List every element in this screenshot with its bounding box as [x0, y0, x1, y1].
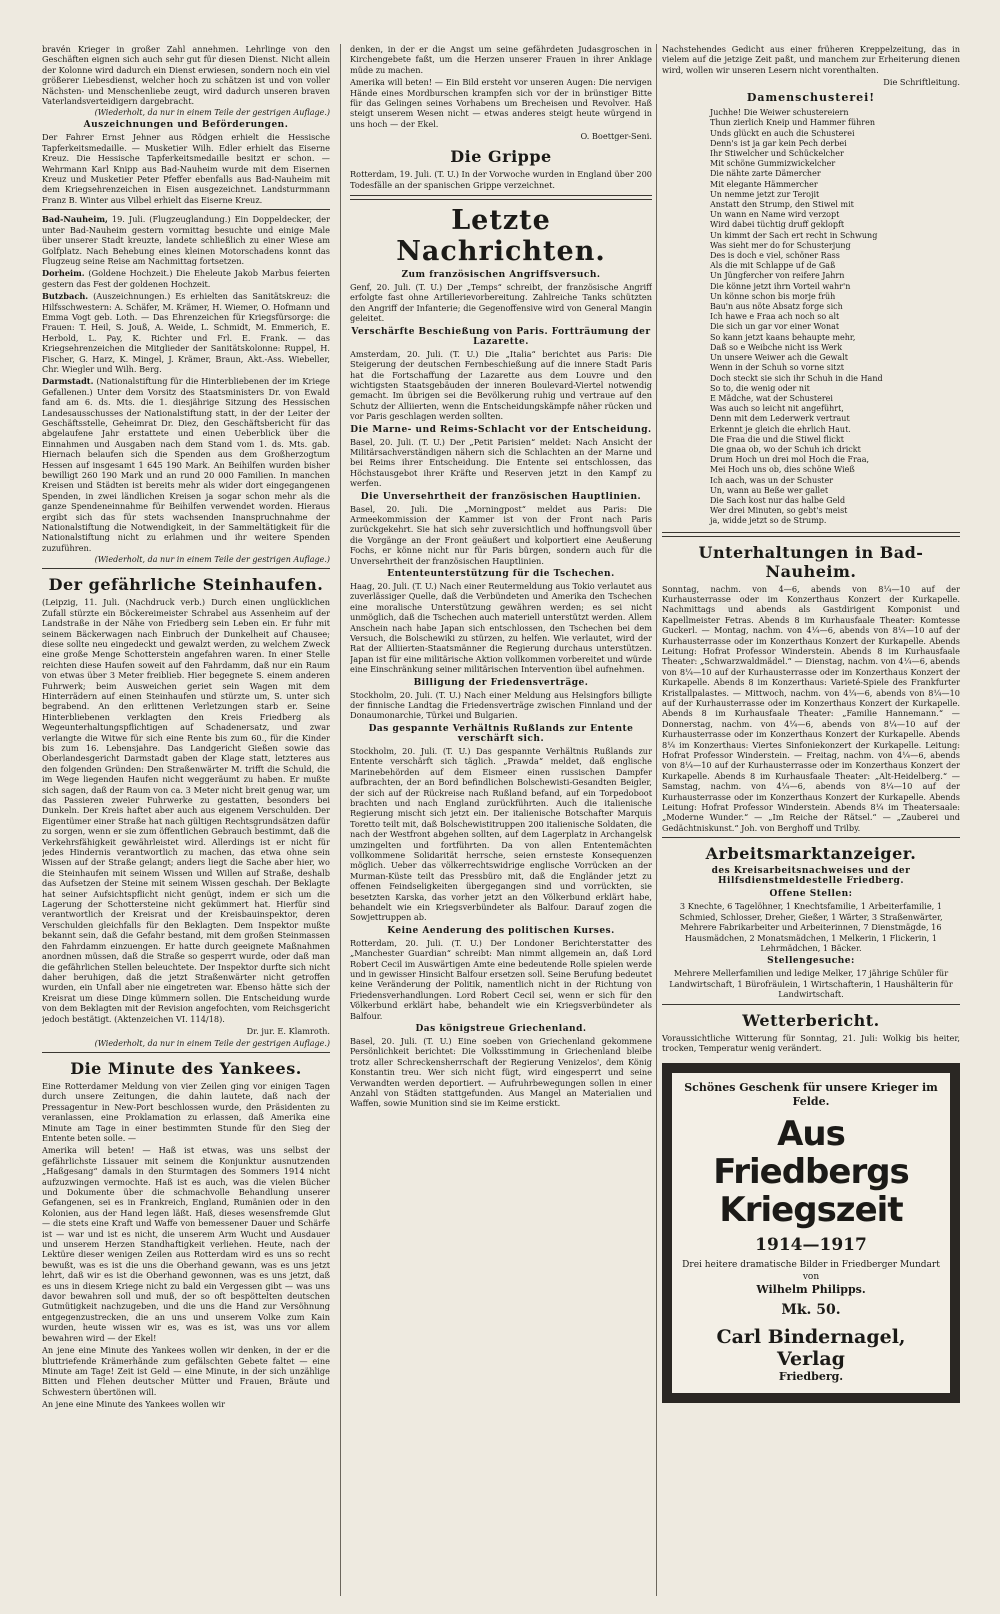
poem-line: Des is doch e viel, schöner Rass [710, 251, 840, 261]
poem-line: Un Jüngfercher von reifere Jahrn [710, 271, 845, 281]
article-headline: Der gefährliche Steinhaufen. [48, 575, 324, 595]
ad-years: 1914—1917 [755, 1235, 867, 1256]
poem-title: Damenschusterei! [746, 91, 876, 105]
poem-line: Die gnaa ob, wo der Schuh ich drickt [710, 444, 861, 454]
poem-line: Wer drei Minuten, so gebt's meist [710, 506, 848, 516]
place-name: Dorheim. [42, 268, 85, 279]
ad-description: Drei heitere dramatische Bilder in Friedberger Mundart [682, 1260, 940, 1271]
local-news-item [42, 291, 330, 374]
ad-title: Aus Friedbergs Kriegszeit [713, 1114, 909, 1231]
poem-line: Als die mit Schlappe uf de Gaß [710, 261, 836, 271]
divider [42, 209, 330, 210]
poem-body [662, 108, 960, 526]
poem-line: Un nemme jetzt zur Terojit [710, 189, 820, 199]
section-headline: Arbeitsmarktanzeiger. [705, 844, 917, 864]
section-subheading: des Kreisarbeitsnachweises und der Hilfsdienstmeldestelle Friedberg. [711, 866, 911, 887]
poem-line: Denn mit dem Lederwerk vertraut [710, 414, 850, 424]
ad-by: von [802, 1272, 820, 1283]
weather-text: Voraussichtliche Witterung für Sonntag, 21. Juli: Wolkig bis heiter, trocken, Temperatur wenig verändert. [662, 1032, 960, 1053]
place-name: Butzbach. [42, 291, 89, 302]
poem-line: Doch steckt sie sich ihr Schuh in die Hand [710, 373, 883, 383]
book-advertisement [662, 1063, 960, 1403]
poem-line: Unds glückt en auch die Schusterei [710, 128, 855, 138]
news-text: Basel, 20. Juli. (T. U.) Eine soeben von Griechenland gekommene Persönlichkeit berichtet: Die Volksstimmung in Griechenland bleibe trotz aller Schreckensherrschaft der Regierung Venizelos', dem König Konstantin treu. Wer sich nicht fügt, wird eingesperrt und seine Verwandten werden deportiert. — Aufruhrbewegungen sollen in einer Anzahl von Städten stattgefunden. Aus Mangel an Materialien und Waffen, sowie Munition sind sie im Keime erstickt. [350, 1036, 652, 1109]
poem-line: Juchhe! Die Weiwer schustereiern [710, 108, 849, 118]
divider [42, 568, 330, 569]
divider [350, 195, 652, 200]
article-text: An jene eine Minute des Yankees wollen wir [42, 1399, 226, 1410]
news-subheading: Billigung der Friedensverträge. [413, 677, 589, 688]
place-name: Bad-Nauheim, [42, 214, 108, 225]
reprint-note: (Wiederholt, da nur in einem Teile der gestrigen Auflage.) [94, 1038, 330, 1048]
poem-line: Die Sach kost nur das halbe Geld [710, 495, 846, 505]
article-text: Eine Rotterdamer Meldung von vier Zeilen ging vor einigen Tagen durch unsere Zeitungen, die dahin lautete, daß nach der Pressagentur in New-Port beschlossen wurde, den Präsidenten zu veranlassen, eine Proklamation zu erlassen, daß Amerika eine Minute am Tage in einer bestimmten Stunde für den Sieg der Entente beten solle. — [42, 1080, 330, 1143]
section-heading: Auszeichnungen und Beförderungen. [83, 120, 289, 131]
poem-line: Wird dabei tüchtig druff geklopft [710, 220, 845, 230]
ad-tagline: Schönes Geschenk für unsere Krieger im Felde. [684, 1081, 938, 1109]
poem-line: Ich aach, was un der Schuster [710, 475, 834, 485]
news-text: Amsterdam, 20. Juli. (T. U.) Die „Italia“ berichtet aus Paris: Die Steigerung der deutschen Fernbeschießung auf die innere Stadt Paris hat die Fortschaffung der Lazarette aus dem Louvre und den wichtigsten Staatsgebäuden der inneren Boulevard-Viertel notwendig gemacht. Im übrigen sei die Bevölkerung ruhig und vertraue auf den Schutz der Alliierten, wenn die Entscheidungskämpfe näher rücken und vor Paris geschlagen werden sollten. [350, 348, 652, 422]
poem-line: Denn's ist ja gar kein Pech derbei [710, 138, 847, 148]
ad-publisher: Carl Bindernagel, Verlag [716, 1326, 906, 1371]
poem-line: So to, die wenig oder nit [710, 383, 810, 393]
news-subheading: Die Marne- und Reims-Schlacht vor der Entscheidung. [350, 424, 652, 435]
poem-line: Anstatt den Strump, den Stiwel mit [710, 200, 854, 210]
poem-line: Un unsere Weiwer ach die Gewalt [710, 353, 848, 363]
author-signature: Dr. jur. E. Klamroth. [246, 1025, 330, 1036]
article-text: denken, in der er die Angst um seine gefährdeten Judasgroschen in Kirchengebete faßt, um die Herzen unserer Frauen in ihrer Anklage müde zu machen. [350, 44, 652, 75]
news-text: Genf, 20. Juli. (T. U.) Der „Temps“ schreibt, der französische Angriff erfolgte fast ohne Artillerievorbereitung. Zahlreiche Tanks schützten den Angriff der Infanterie; die Gegenoffensive wird von General Mangin geleitet. [350, 282, 652, 324]
poem-line: E Mädche, wat der Schusterei [710, 393, 833, 403]
article-headline: Die Minute des Yankees. [70, 1058, 302, 1078]
poem-line: Die sich un gar vor einer Wonat [710, 322, 840, 332]
poem-line: Daß so e Weibche nicht iss Werk [710, 342, 843, 352]
section-headline: Unterhaltungen in Bad-Nauheim. [698, 542, 924, 581]
column-right [662, 44, 960, 1596]
poem-line: Mei Hoch uns ob, dies schöne Wieß [710, 465, 855, 475]
article-text: (Leipzig, 11. Juli. (Nachdruck verb.) Durch einen unglücklichen Zufall stürzte ein Böckereimeister Schrabel aus Assenheim auf der Landstraße in der Nähe von Friedberg sein Leben ein. Er fuhr mit seinem Bäckerwagen nach Einbruch der Dunkelheit auf Chausee; diese sollte neu eingedeckt und gewalzt werden, zu welchem Zweck eine große Menge Schotterstein angefahren waren. In einer Stelle reichten diese Haufen soweit auf den Fahrdamm, daß nur ein Raum von etwas über 3 Meter freiblieb. Hier begegnete S. einem anderen Fuhrwerk; beim Ausweichen geriet sein Wagen mit dem Hinterrädern auf einen Steinhaufen und stürzte um, S. unter sich begrabend. An den erlittenen Verletzungen starb er. Seine Hinterbliebenen verklagten den Kreis Friedberg als Wegeunterhaltungspflichtigen auf Schadenersatz, und zwar verlangte die Witwe für sich eine Rente bis zum 60., für die Kinder bis zum 16. Lebensjahre. Das Landgericht Gießen sowie das Oberlandesgericht Darmstadt gaben der Klage statt, letzteres aus den folgenden Gründen: Den Straßenwärter M. trifft die Schuld, die im Wege liegenden Haufen nicht weggeräumt zu haben. Er mußte sich sagen, daß der Raum von ca. 3 Meter nicht breit genug war, um das Passieren zweier Fuhrwerke zu gestatten, besonders bei Dunkeln. Der Kreis haftet aber auch aus eigenem Verschulden. Der Eigentümer einer Straße hat nach gültigen Rechtsgrundsätzen dafür zu sorgen, wenn er sie zum öffentlichen Gebrauch bestimmt, daß die Verkehrsfähigkeit gewährleistet wird. Allerdings ist er nicht für jedes Hindernis verantwortlich zu machen, das etwa ohne sein Wissen auf der Straße gelangt; anders liegt die Sache aber hier, wo die Steinhaufen mit seinem Wissen und Willen auf Straße, deshalb das Aufsetzen der Steine mit seinem Wissen geschah. Der Beklagte hat seiner Aufsichtspflicht nicht genügt, indem er sich um die Lagerung der Schottersteine nicht gekümmert hat. Hierfür sind verantwortlich der Kreisrat und der Kreisbauinspektor, deren Verschulden gleichfalls für den Beklagten. Dem Inspektor mußte bekannt sein, daß die Gefahr bestand, mit dem großen Steinmassen den Fahrdamm einzuengen. Er hatte durch geeignete Maßnahmen anordnen müssen, daß die Straße so gesperrt wurde, oder daß man die gefährlichen Stellen beleuchtete. Der Inspektor durfte sich nicht daher beruhigen, daß die jetzt Straßenwärter nicht getroffen wurden, ein Unfall aber nie eingetreten war. Ebenso hätte sich der Kreisrat um diese Dinge kümmern sollen. Die Entscheidung wurde von dem Beklagten mit der Revision angefochten, vom Reichsgericht jedoch bestätigt. (Aktenzeichen VI. 114/18). [42, 597, 330, 1024]
poem-line: Ich hawe e Fraa ach noch so alt [710, 312, 840, 322]
news-text: Basel, 20. Juli. Die „Morningpost“ meldet aus Paris: Die Armeekommission der Kammer ist von der Front nach Paris zurückgekehrt. Sie hat sich sehr zuversichtlich und hoffnungsvoll über die Vorgänge an der Front geäußert und kolportiert eine Aeußerung Fochs, er könne nicht nur für Paris bürgen, sondern auch für die Unversehrtheit der französischen Hauptlinien. [350, 503, 652, 566]
list-heading: Offene Stellen: [769, 889, 853, 900]
author-signature: O. Boettger-Seni. [580, 131, 652, 142]
poem-line: Die könne jetzt ihrn Vorteil wahr'n [710, 281, 851, 291]
divider [662, 837, 960, 838]
reprint-note: (Wiederholt, da nur in einem Teile der gestrigen Auflage.) [94, 108, 330, 118]
poem-line: Un kimmt der Sach ert recht in Schwung [710, 230, 878, 240]
news-subheading: Ententeunterstützung für die Tschechen. [387, 569, 615, 579]
news-text: Haag, 20. Juli. (T. U.) Nach einer Reutermeldung aus Tokio verlautet aus zuverlässiger Quelle, daß die Verbündeten und Amerika den Tschechen eine moralische Unterstützung gewähren werden; es sei nicht unmöglich, daß die Tschechen auch materiell unterstützt werden. Allem Anschein nach habe Japan sich entschlossen, den Tschechen bei dem Versuch, die Bolschewiki zu stürzen, zu helfen. Wie verlautet, wird der Rat der Alliierten-Staatsmänner die Regierung durchaus unterstützen. Japan ist für eine militärische Aktion vollkommen vorbereitet und würde eine Einschränkung seiner militärischen Intervention übel aufnehmen. [350, 581, 652, 675]
article-text: 19. Juli. (Flugzeuglandung.) Ein Doppeldecker, der unter Bad-Nauheim gestern vormittag besuchte und einige Male über unserer Stadt kreuzte, landete schließlich zu einer Wiese am Golfplatz. Nach Behebung eines kleinen Motorschadens konnt das Flugzeug seine Reise am Nachmittag fortsetzen. [42, 214, 330, 266]
news-subheading: Das königstreue Griechenland. [415, 1024, 587, 1035]
article-text: (Nationalstiftung für die Hinterbliebenen der im Kriege Gefallenen.) Unter dem Vorsitz des Staatsministers Dr. von Ewald fand am 6. ds. Mts. die 1. diesjährige Sitzung des Hessischen Landesausschusses der Nationalstiftung statt, in der der Leiter der Geschäftsstelle, Geheimrat Dr. Diez, den Geschäftsbericht für das abgelaufene Jahr erstattete und einen Ueberblick über die Einnahmen und Ausgaben nach dem Stand vom 1. ds. Mts. gab. Hiernach belaufen sich die Spenden aus dem Großherzogtum Hessen auf insgesamt 1 645 190 Mark. An Beihilfen wurden bisher bewilligt 260 190 Mark und an rund 20 000 Familien. In manchen Kreisen und Städten ist bereits mehr als wider dort eingegangenen Spenden, in zwei ländlichen Kreisen ja sogar schon mehr als die ganze Spendeneinnahme für Beihilfen verwendet worden. Hieraus ergibt sich das für stets wachsenden Inanspruchnahme der Nationalstiftung die Notwendigkeit, in der Sammeltätigkeit für die Nationalstiftung nicht zu erlahmen und ihr weitere Spenden zuzuführen. [42, 376, 330, 553]
poem-line: Die Fraa die und die Stiwel flickt [710, 434, 844, 444]
news-subheading: Zum französischen Angriffsversuch. [401, 270, 601, 281]
divider [42, 1052, 330, 1053]
article-text: Amerika will beten! — Ein Bild ersteht vor unseren Augen: Die nervigen Hände eines Mordburschen krampfen sich vor der in brünstiger Bitte für das Gelingen seines Vorhabens um Brecheisen und Revolver. Haß steigt unserem Wesen nicht — etwas anderes steigt heute würgend in uns hoch — der Ekel. [350, 77, 652, 129]
poem-line: Mit schöne Gummizwickelcher [710, 159, 836, 169]
ad-price: Mk. 50. [781, 1302, 841, 1319]
poem-line: Mit elegante Hämmercher [710, 179, 818, 189]
column-left [42, 44, 330, 1596]
article-text: Amerika will beten! — Haß ist etwas, was uns selbst der gefährlichste Lissauer mit seinem die Konjunktur ausnutzenden „Haßgesang“ damals in den Sturmtagen des Sommers 1914 nicht aufzuzwingen vermochte. Haß ist es auch, was die vielen Bücher und Dokumente über die schmachvolle Behandlung unserer Gefangenen, sei es in Frankreich, England, Rumänien oder in den Kolonien, aus der Hand legen läßt. Haß, dieses wesensfremde Glut — die stets eine Kraft und Waffe von bemessener Dauer und Schärfe ist — war und ist es nicht, die unserem Arm Wucht und Ausdauer und unserem Herzen Standhaftigkeit verliehen. Heute, nach der Lektüre dieser wenigen Zeilen aus Rotterdam wird es uns so recht bewußt, was es ist die uns die Oberhand gewann, was es uns jetzt lehrt, daß wir es ist die Oberhand gewonnen, was es uns jetzt, daß es uns in diesem Kriege nicht zu bald ein Vergessen gibt — was uns davor bewahren soll und muß, der so oft bespöttelten deutschen Gutmütigkeit nachzugeben, und die uns die Hand zur Versöhnung entgegenzustrecken, die an uns und unserem Volke zum Kain wurden, heute wissen wir es, was es ist, was uns vor allem bewahren wird — der Ekel! [42, 1145, 330, 1343]
reprint-note: (Wiederholt, da nur in einem Teile der gestrigen Auflage.) [94, 555, 330, 565]
poem-line: ja, widde jetzt so de Strump. [710, 516, 827, 526]
news-text: Basel, 20. Juli. (T. U.) Der „Petit Parisien“ meldet: Nach Ansicht der Militärsachverständigen nähern sich die Schlachten an der Marne und bei Reims ihrer Entscheidung. Die Entente sei entschlossen, das Höchstausgebot ihrer Kräfte und Reserven jetzt in den Kampf zu werfen. [350, 436, 652, 489]
news-subheading: Verschärfte Beschießung von Paris. Fortträumung der Lazarette. [351, 326, 651, 347]
article-text: (Auszeichnungen.) Es erhielten das Sanitätskreuz: die Hilfsschwestern: A. Schäfer, M. Krämer, H. Wiemer, O. Hofmann und Emma Vogt geb. Loth. — Das Ehrenzeichen für Kriegsfürsorge: die Frauen: T. Heil, S. Jouß, A. Weide, L. Schmidt, M. Emmerich, E. Herbold, L. Pay, K. Richter und Frl. E. Frank. — das Kriegsehrenzeichen die Mitglieder der Sanitätskolonne: Ruppel, H. Fischer, G. Harz, K. Mingel, J. Krämer, Braun, Akt.-Ass. Wiebeller, Chr. Wiegler und Wilh. Berg. [42, 291, 330, 374]
editor-signature: Die Schriftleitung. [883, 77, 960, 88]
ad-author: Wilhelm Philipps. [756, 1283, 866, 1297]
column-divider [656, 44, 657, 1596]
section-headline: Letzte Nachrichten. [396, 205, 606, 268]
poem-line: Thun zierlich Kneip und Hammer führen [710, 118, 876, 128]
article-text: bravén Krieger in großer Zahl annehmen. Lehrlinge von den Geschäften eignen sich auch sehr gut für diesen Dienst. Nicht allein der Kolonne wird dadurch ein Dienst erwiesen, sondern noch ein viel größerer Liebesdienst, welcher hoch zu schätzen ist und von voller Nächsten- und Menschenliebe zeugt, wird dadurch unseren braven Vaterlandsverteidigern dargebracht. [42, 44, 330, 107]
column-middle [350, 44, 652, 1596]
list-heading: Stellengesuche: [767, 956, 855, 967]
local-news-item [42, 268, 330, 289]
local-news-item [42, 214, 330, 266]
poem-line: Bau'n aus nöte Absatz forge sich [710, 302, 843, 312]
news-text: Stockholm, 20. Juli. (T. U.) Das gespannte Verhältnis Rußlands zur Entente verschärft sich täglich. „Prawda“ meldet, daß englische Marinebehörden auf dem Eismeer einen russischen Dampfer aufbrachten, der an Bord befindlichen Bolschewisti-Gesandten Beigler, der sich auf der Rückreise nach Rußland befand, auf ein Torpedoboot brachten und nach England zurückführten. Auch die italienische Regierung mischt sich jetzt ein. Der italienische Botschafter Marquis Toretto teilt mit, daß Bolschewistitruppen 200 italienische Soldaten, die nach der Westfront abgehen sollten, auf dem Lagerplatz in Archangelsk umzingelten und fortführten. Da von allen Ententemächten vollkommene Solidarität herrsche, seien ernsteste Konsequenzen möglich. Ueber das völkerrechtswidrige englische Vorrücken an der Murman-Küste teilt das Pressbüro mit, daß die Engländer jetzt zu offenen Feindseligkeiten übergegangen sind und vorrückten, sie besetzten Karska, das vorher jetzt an den Völkerbund erklärt habe, behandelt wie ein Kriegsverbündeter als Balfour. Darauf zogen die Sowjettruppen ab. [350, 745, 652, 923]
article-text: Rotterdam, 19. Juli. (T. U.) In der Vorwoche wurden in England über 200 Todesfälle an der spanischen Grippe verzeichnet. [350, 169, 652, 190]
poem-line: Wenn in der Schuh so vorne sitzt [710, 363, 844, 373]
poem-line: Un wann en Name wird verzopt [710, 210, 840, 220]
poem-line: Was auch so leicht nit angeführt, [710, 404, 844, 414]
job-list: 3 Knechte, 6 Tagelöhner, 1 Knechtsfamilie, 1 Arbeiterfamilie, 1 Schmied, Schlosser, Dreher, Gießer, 1 Wärter, 3 Straßenwärter, Mehrere Fabrikarbeiter und Arbeiterinnen, 7 Dienstmägde, 16 Hausmädchen, 2 Monatsmädchen, 1 Melkerin, 1 Flickerin, 1 Lehrmädchen, 1 Bäcker. [679, 901, 943, 953]
article-text: Der Fahrer Ernst Jehner aus Rödgen erhielt die Hessische Tapferkeitsmedaille. — Musketier Wilh. Edler erhielt das Eiserne Kreuz. Die Hessische Tapferkeitsmedaille besitzt er schon. — Wehrmann Karl Knipp aus Bad-Nauheim wurde mit dem Eisernen Kreuz und Musketier Peter Pfeffer ebenfalls aus Bad-Nauheim mit dem Kriegsehrenzeichen in Eisen ausgezeichnet. Landsturmmann Franz B. Winter aus Vilbel erhielt das Eiserne Kreuz. [42, 132, 330, 205]
divider [662, 532, 960, 537]
poem-line: So kann jetzt kaans behaupte mehr, [710, 332, 856, 342]
poem-line: Die nähte zarte Dämercher [710, 169, 821, 179]
job-list: Mehrere Mellerfamilien und ledige Melker, 17 jährige Schüler für Landwirtschaft, 1 Bürofräulein, 1 Wirtschafterin, 1 Haushälterin für Landwirtschaft. [669, 968, 953, 1000]
column-divider [340, 44, 341, 1596]
divider [662, 1004, 960, 1005]
news-subheading: Keine Aenderung des politischen Kurses. [387, 925, 615, 936]
article-headline: Die Grippe [450, 147, 552, 167]
news-subheading: Die Unversehrtheit der französischen Hauptlinien. [360, 491, 642, 502]
place-name: Darmstadt. [42, 376, 94, 387]
poem-line: Un, wann au Beße wer gallet [710, 485, 829, 495]
section-headline: Wetterbericht. [742, 1010, 880, 1030]
poem-line: Was sieht mer do for Schusterjung [710, 240, 851, 250]
news-text: Rotterdam, 20. Juli. (T. U.) Der Londoner Berichterstatter des „Manchester Guardian“ schreibt: Man nimmt allgemein an, daß Lord Robert Cecil im Auswärtigen Amte eine bedeutende Rolle spielen werde und in gewisser Hinsicht Balfour ersetzen soll. Seine Berufung bedeutet keine Veränderung der Politik, namentlich nicht in der Richtung von Friedensverhandlungen. Lord Robert Cecil sei, wenn er sich für den Völkerbund erklärt habe, behandelt wie ein Kriegsverbündeter als Balfour. [350, 937, 652, 1021]
local-news-item [42, 376, 330, 553]
article-text: An jene eine Minute des Yankees wollen wir denken, in der er die bluttriefende Krämerhände zum gefälschten Gebete faltet — eine Minute am Tage! Zeit ist Geld — eine Minute, in der sich unzählige Bitten und Flehen deutscher Mütter und Frauen, Bräute und Schwestern übertönen will. [42, 1345, 330, 1397]
poem-line: Un könne schon bis morje früh [710, 291, 836, 301]
events-text: Sonntag, nachm. von 4—6, abends von 8¼—10 auf der Kurhausterrasse oder im Konzerthaus Konzert der Kurkapelle. Nachmittags und abends als Gastdirigent Komponist und Kapellmeister Fetras. Abends 8 im Kurhausfaale Theater: Komtesse Guckerl. — Montag, nachm. von 4¼—6, abends von 8¼—10 auf der Kurhausterrasse oder im Konzerthaus Konzert der Kurkapelle. Abends Leitung: Hofrat Professor Winderstein. Abends 8 im Kurhausfaale Theater: „Schwarzwaldmädel.“ — Dienstag, nachm. von 4¼—6, abends von 8¼—10 auf der Kurhausterrasse oder im Konzerthaus Konzert der Kurkapelle. Abends 8 im Konzerthaus: Varieté-Spiele des Frankfurter Kristallpalastes. — Mittwoch, nachm. von 4¼—6, abends von 8¼—10 auf der Kurhausterrasse oder im Konzerthaus Konzert der Kurkapelle. Abends 8 im Kurhausfaale Theater: „Familie Hannemann.“ — Donnerstag, nachm. von 4¼—6, abends von 8¼—10 auf der Kurhausterrasse oder im Konzerthaus Konzert der Kurkapelle. Abends 8¼ im Konzerthaus: Viertes Sinfoniekonzert der Kurkapelle. Leitung: Hofrat Professor Winderstein. — Freitag, nachm. von 4¼—6, abends von 8¼—10 auf der Kurhausterrasse oder im Konzerthaus Konzert der Kurkapelle. Abends 8 im Kurhausfaale Theater: „Alt-Heidelberg.“ — Samstag, nachm. von 4¼—6, abends von 8¼—10 auf der Kurhausterrasse oder im Konzerthaus Konzert der Kurkapelle. Abends Leitung: Hofrat Professor Winderstein. Abends 8¼ im Theatersaale: „Moderne Wunder.“ — „Im Reiche der Rätsel.“ — „Zauberei und Gedächtniskunst.“ Joh. von Berghoff und Trilby. [662, 583, 960, 833]
article-text: (Goldene Hochzeit.) Die Eheleute Jakob Marbus feierten gestern das Fest der goldenen Hochzeit. [42, 268, 330, 289]
poem-line: Erkennt je gleich die ehrlich Haut. [710, 424, 851, 434]
poem-line: Ihr Stiwelcher und Schückelcher [710, 149, 844, 159]
ad-city: Friedberg. [778, 1370, 844, 1384]
poem-line: Drum Hoch un drei mol Hoch die Fraa, [710, 455, 870, 465]
poem-preface: Nachstehendes Gedicht aus einer früheren Kreppelzeitung, das in vielem auf die jetzige Zeit paßt, und manchem zur Erheiterung dienen wird, wollen wir unseren Lesern nicht vorenthalten. [662, 44, 960, 75]
news-text: Stockholm, 20. Juli. (T. U.) Nach einer Meldung aus Helsingfors billigte der finnische Landtag die Friedensverträge zwischen Finnland und der Donaumonarchie, Türkei und Bulgarien. [350, 689, 652, 721]
news-subheading: Das gespannte Verhältnis Rußlands zur Entente verschärft sich. [368, 723, 634, 744]
